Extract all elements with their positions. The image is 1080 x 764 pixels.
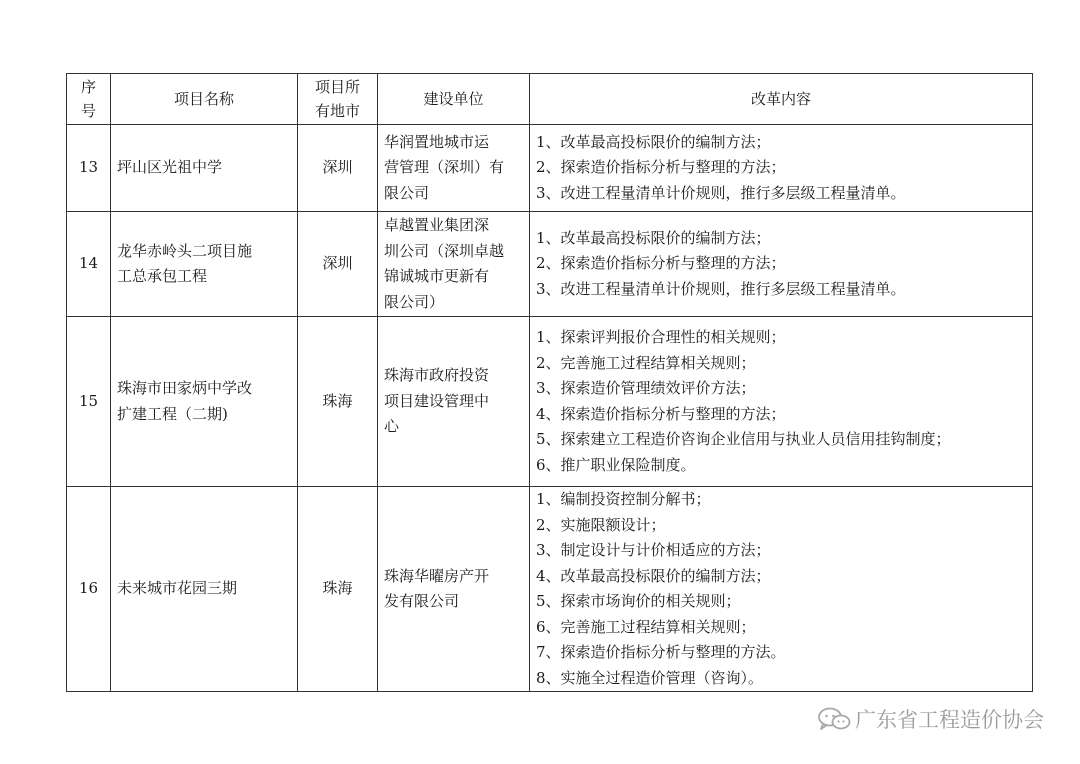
table-row [67,125,1033,212]
row-city: 深圳 [298,212,378,317]
wechat-icon [817,706,851,732]
row-project-name: 坪山区光祖中学 [111,125,298,212]
header-construction-unit: 建设单位 [378,74,530,125]
row-project-name: 珠海市田家炳中学改 扩建工程（二期) [111,317,298,487]
header-seq: 序 号 [67,74,111,125]
wechat-watermark [817,704,1044,734]
row-project-name: 未来城市花园三期 [111,487,298,692]
row-reform-content: 1、编制投资控制分解书； 2、实施限额设计； 3、制定设计与计价相适应的方法； 4、改革最高投标限价的编制方法； 5、探索市场询价的相关规则； 6、完善施工过程结算相关规则； 7、探索造价指标分析与整理的方法。 8、实施全过程造价管理（咨询）。 [530,487,1033,692]
row-reform-content: 1、探索评判报价合理性的相关规则； 2、完善施工过程结算相关规则； 3、探索造价管理绩效评价方法； 4、探索造价指标分析与整理的方法； 5、探索建立工程造价咨询企业信用与执业人员信用挂钩制度； 6、推广职业保险制度。 [530,317,1033,487]
row-seq: 15 [67,317,111,487]
row-project-name: 龙华赤岭头二项目施 工总承包工程 [111,212,298,317]
row-reform-content: 1、改革最高投标限价的编制方法； 2、探索造价指标分析与整理的方法； 3、改进工程量清单计价规则，推行多层级工程量清单。 [530,212,1033,317]
row-reform-content: 1、改革最高投标限价的编制方法； 2、探索造价指标分析与整理的方法； 3、改进工程量清单计价规则，推行多层级工程量清单。 [530,125,1033,212]
header-reform-content: 改革内容 [530,74,1033,125]
table-row [67,317,1033,487]
row-seq: 13 [67,125,111,212]
row-seq: 14 [67,212,111,317]
table-row [67,212,1033,317]
row-city: 珠海 [298,317,378,487]
row-construction-unit: 卓越置业集团深 圳公司（深圳卓越 锦诚城市更新有 限公司） [378,212,530,317]
row-construction-unit: 珠海华曜房产开 发有限公司 [378,487,530,692]
header-project-name: 项目名称 [111,74,298,125]
reform-projects-table [66,73,1033,692]
row-construction-unit: 珠海市政府投资 项目建设管理中 心 [378,317,530,487]
table-header-row [67,74,1033,125]
row-seq: 16 [67,487,111,692]
watermark-text: 广东省工程造价协会 [855,708,1044,732]
row-city: 深圳 [298,125,378,212]
table-row [67,487,1033,692]
header-city: 项目所 有地市 [298,74,378,125]
row-city: 珠海 [298,487,378,692]
row-construction-unit: 华润置地城市运 营管理（深圳）有 限公司 [378,125,530,212]
